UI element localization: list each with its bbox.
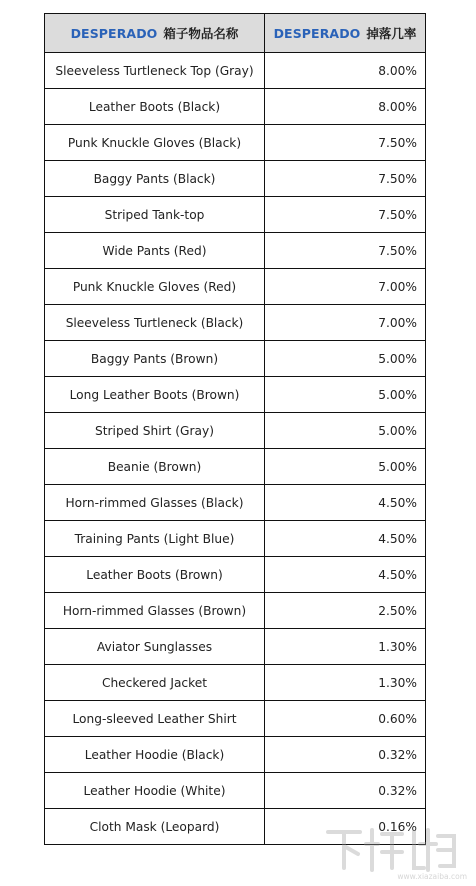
drop-rate-cell: 1.30% (265, 665, 426, 701)
drop-rate-cell: 5.00% (265, 341, 426, 377)
header-drop-rate-brand: DESPERADO (273, 26, 361, 41)
drop-rate-cell: 7.50% (265, 233, 426, 269)
item-name-cell: Cloth Mask (Leopard) (45, 809, 265, 845)
drop-rate-cell: 0.16% (265, 809, 426, 845)
drop-rate-table (44, 13, 426, 845)
drop-rate-cell: 5.00% (265, 413, 426, 449)
table-row (45, 485, 426, 521)
item-name-cell: Horn-rimmed Glasses (Brown) (45, 593, 265, 629)
table-row (45, 809, 426, 845)
drop-rate-cell: 0.32% (265, 773, 426, 809)
drop-rate-cell: 4.50% (265, 557, 426, 593)
table-row (45, 53, 426, 89)
drop-rate-cell: 5.00% (265, 377, 426, 413)
drop-rate-cell: 7.50% (265, 161, 426, 197)
item-name-cell: Training Pants (Light Blue) (45, 521, 265, 557)
item-name-cell: Striped Tank-top (45, 197, 265, 233)
table-row (45, 233, 426, 269)
table-row (45, 773, 426, 809)
item-name-cell: Beanie (Brown) (45, 449, 265, 485)
drop-rate-cell: 7.00% (265, 269, 426, 305)
table-row (45, 377, 426, 413)
item-name-cell: Leather Hoodie (Black) (45, 737, 265, 773)
table-body (45, 53, 426, 845)
drop-rate-cell: 1.30% (265, 629, 426, 665)
table-row (45, 521, 426, 557)
drop-rate-cell: 5.00% (265, 449, 426, 485)
item-name-cell: Baggy Pants (Brown) (45, 341, 265, 377)
item-name-cell: Sleeveless Turtleneck Top (Gray) (45, 53, 265, 89)
item-name-cell: Checkered Jacket (45, 665, 265, 701)
watermark-url: www.xiazaiba.com (397, 872, 467, 881)
drop-rate-cell: 7.00% (265, 305, 426, 341)
item-name-cell: Leather Boots (Black) (45, 89, 265, 125)
item-name-cell: Aviator Sunglasses (45, 629, 265, 665)
item-name-cell: Punk Knuckle Gloves (Black) (45, 125, 265, 161)
table-row (45, 161, 426, 197)
table-row (45, 269, 426, 305)
table-row (45, 701, 426, 737)
table-row (45, 305, 426, 341)
item-name-cell: Wide Pants (Red) (45, 233, 265, 269)
table-row (45, 125, 426, 161)
item-name-cell: Long-sleeved Leather Shirt (45, 701, 265, 737)
table-row (45, 629, 426, 665)
item-name-cell: Sleeveless Turtleneck (Black) (45, 305, 265, 341)
table-row (45, 341, 426, 377)
table-row (45, 449, 426, 485)
table-row (45, 557, 426, 593)
header-item-name-label: 箱子物品名称 (163, 26, 239, 41)
header-row (45, 14, 426, 53)
header-drop-rate (265, 14, 426, 53)
drop-rate-cell: 7.50% (265, 197, 426, 233)
drop-rate-cell: 4.50% (265, 485, 426, 521)
table-row (45, 413, 426, 449)
item-name-cell: Baggy Pants (Black) (45, 161, 265, 197)
header-item-name-brand: DESPERADO (70, 26, 158, 41)
drop-rate-cell: 8.00% (265, 53, 426, 89)
table-row (45, 665, 426, 701)
drop-rate-cell: 4.50% (265, 521, 426, 557)
drop-rate-cell: 0.32% (265, 737, 426, 773)
table-row (45, 89, 426, 125)
item-name-cell: Horn-rimmed Glasses (Black) (45, 485, 265, 521)
drop-rate-cell: 2.50% (265, 593, 426, 629)
table-row (45, 197, 426, 233)
drop-rate-cell: 0.60% (265, 701, 426, 737)
item-name-cell: Striped Shirt (Gray) (45, 413, 265, 449)
drop-rate-cell: 7.50% (265, 125, 426, 161)
item-name-cell: Leather Boots (Brown) (45, 557, 265, 593)
header-drop-rate-label: 掉落几率 (366, 26, 417, 41)
drop-rate-table-container (44, 13, 425, 845)
item-name-cell: Leather Hoodie (White) (45, 773, 265, 809)
header-item-name (45, 14, 265, 53)
table-row (45, 593, 426, 629)
drop-rate-cell: 8.00% (265, 89, 426, 125)
table-row (45, 737, 426, 773)
item-name-cell: Punk Knuckle Gloves (Red) (45, 269, 265, 305)
item-name-cell: Long Leather Boots (Brown) (45, 377, 265, 413)
table-header (45, 14, 426, 53)
